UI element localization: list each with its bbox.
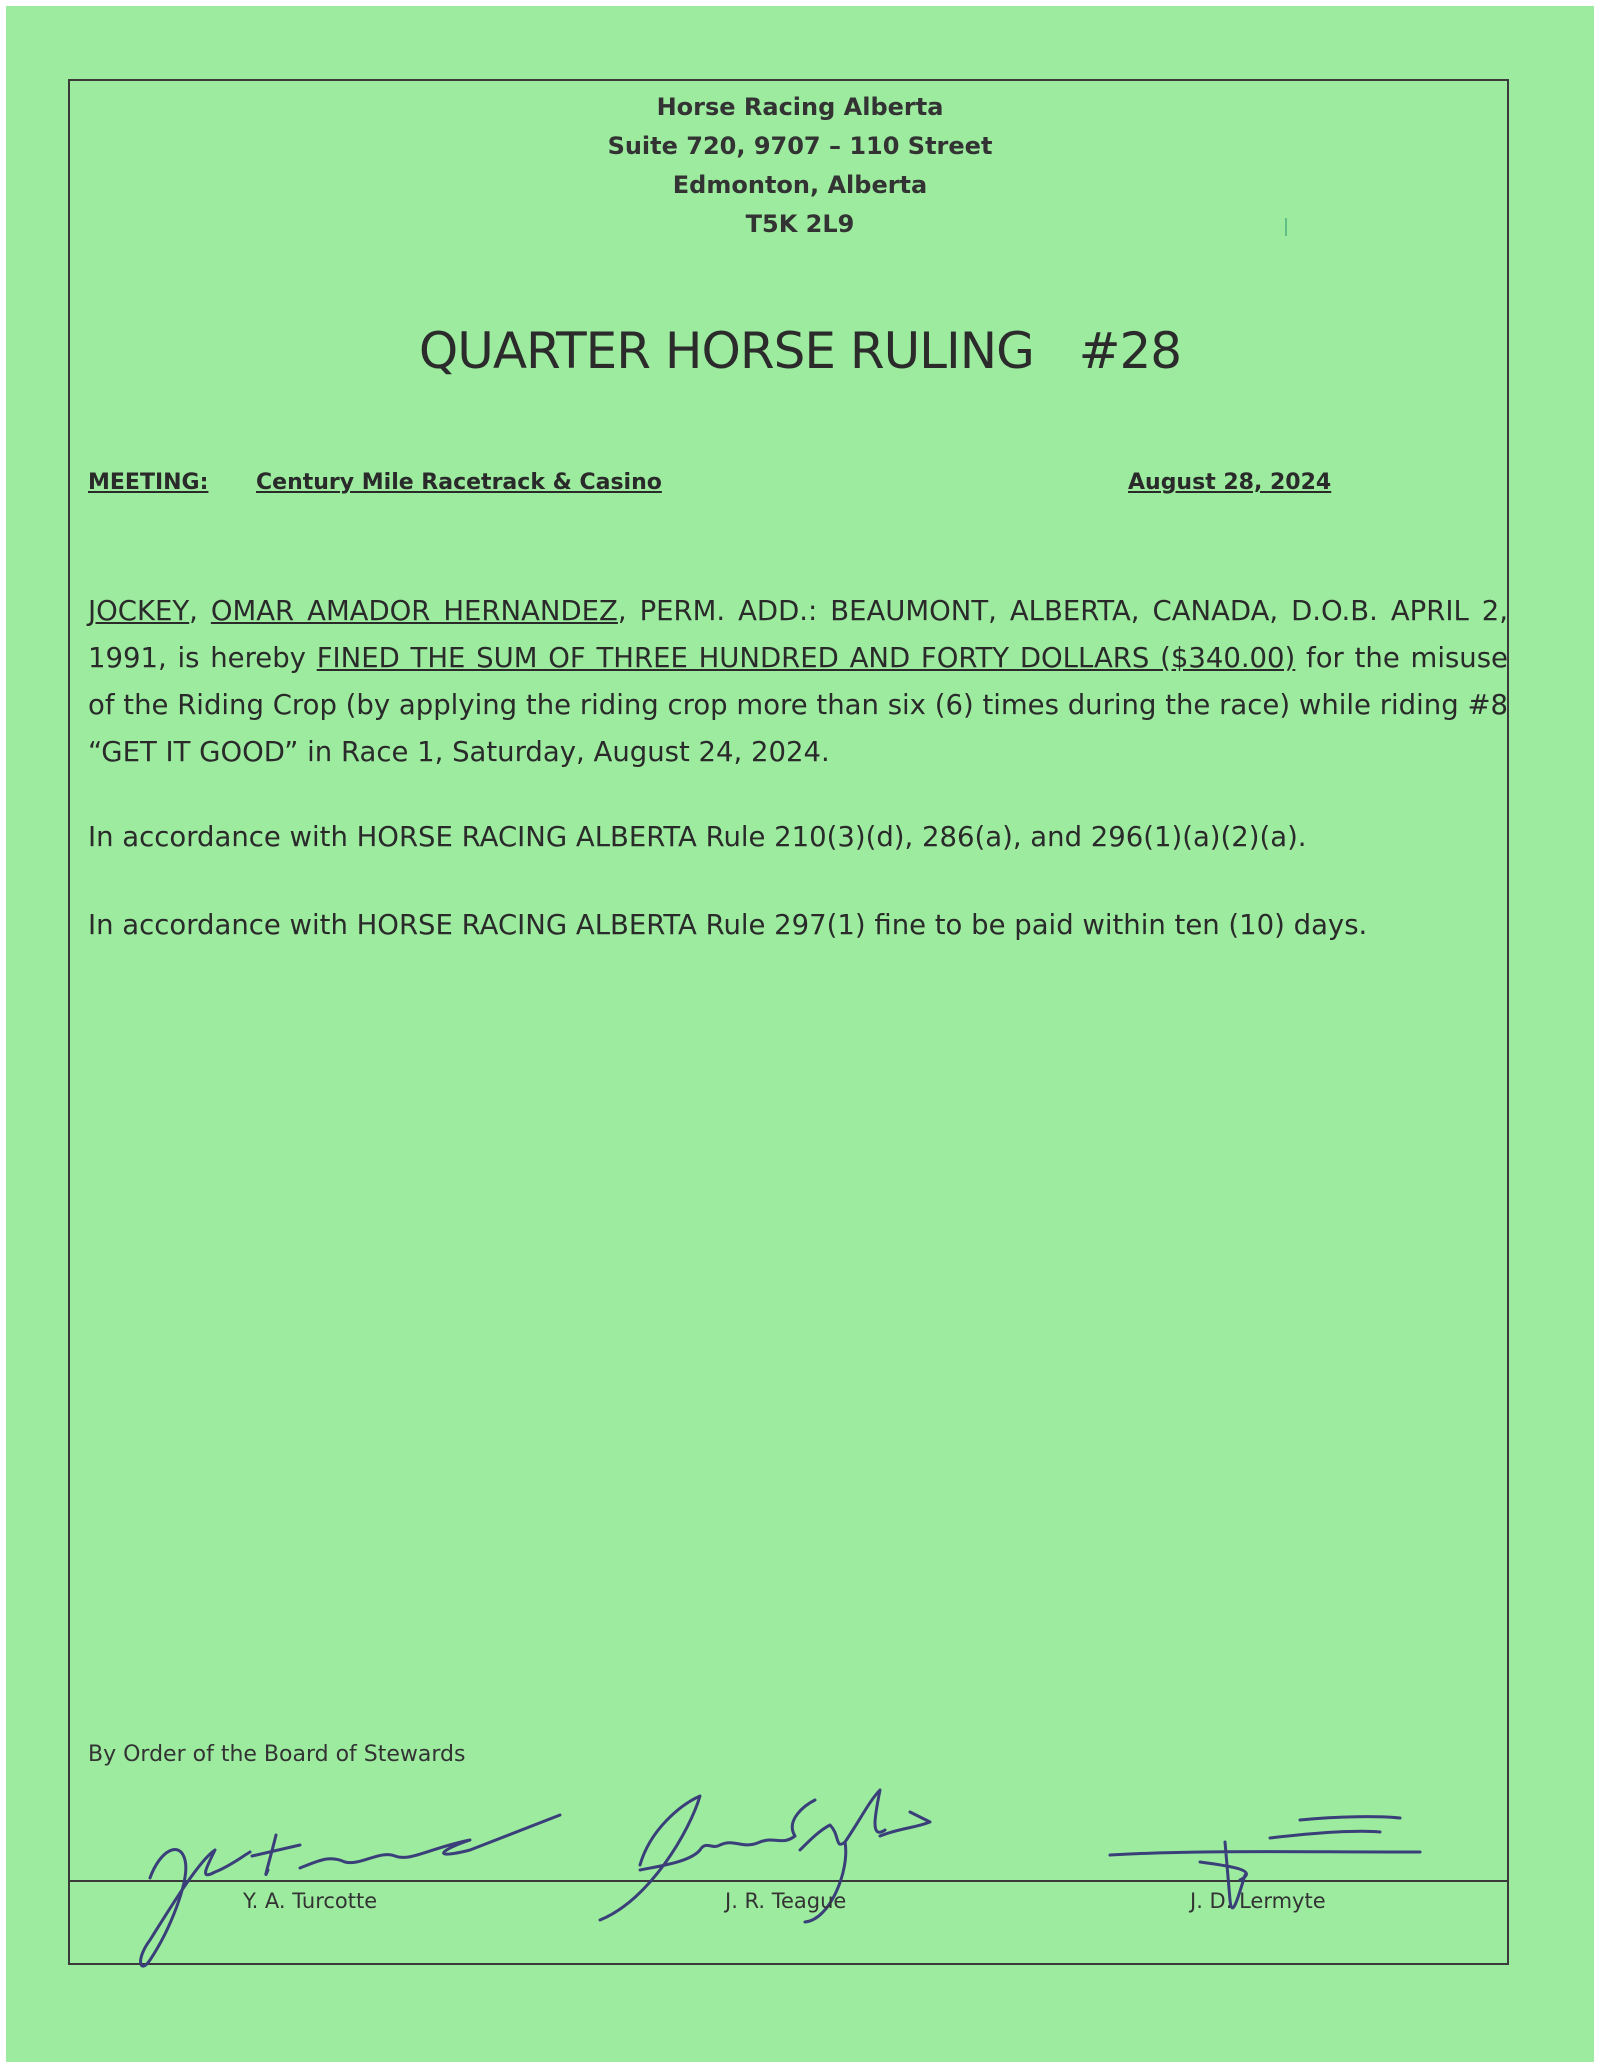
steward-name-2: J. R. Teague — [725, 1889, 847, 1913]
signoff: By Order of the Board of Stewards — [88, 1742, 466, 1767]
role: JOCKEY — [88, 595, 190, 627]
person-name: OMAR AMADOR HERNANDEZ — [210, 595, 618, 627]
meeting-date: August 28, 2024 — [1128, 470, 1332, 495]
rule-reference-1: In accordance with HORSE RACING ALBERTA Rule 210(3)(d), 286(a), and 296(1)(a)(2)(a). — [88, 821, 1307, 853]
rule-reference-2: In accordance with HORSE RACING ALBERTA Rule 297(1) fine to be paid within ten (10) days. — [88, 909, 1368, 941]
steward-name-1: Y. A. Turcotte — [243, 1889, 378, 1913]
steward-name-3: J. D. Lermyte — [1190, 1889, 1326, 1913]
address-line-1: Suite 720, 9707 – 110 Street — [607, 132, 993, 160]
separator: , — [189, 595, 211, 627]
fine-amount: FINED THE SUM OF THREE HUNDRED AND FORTY DOLLARS ($340.00) — [316, 642, 1296, 674]
ruling-title: QUARTER HORSE RULING #28 — [418, 322, 1182, 380]
org-name: Horse Racing Alberta — [656, 93, 944, 121]
meeting-venue: Century Mile Racetrack & Casino — [256, 470, 662, 495]
offence-details: for the misuse of the Riding Crop (by applying the riding crop more than six (6) times during the race) while riding #8 “GET IT GOOD” in Race 1, Saturday, August 24, 2024. — [88, 642, 1508, 768]
postal-code: T5K 2L9 — [745, 210, 855, 238]
personal-details: , PERM. ADD.: BEAUMONT, ALBERTA, CANADA, D.O.B. APRIL 2, 1991, is hereby — [88, 595, 1509, 674]
meeting-label: MEETING: — [88, 470, 209, 495]
address-line-2: Edmonton, Alberta — [672, 171, 928, 199]
